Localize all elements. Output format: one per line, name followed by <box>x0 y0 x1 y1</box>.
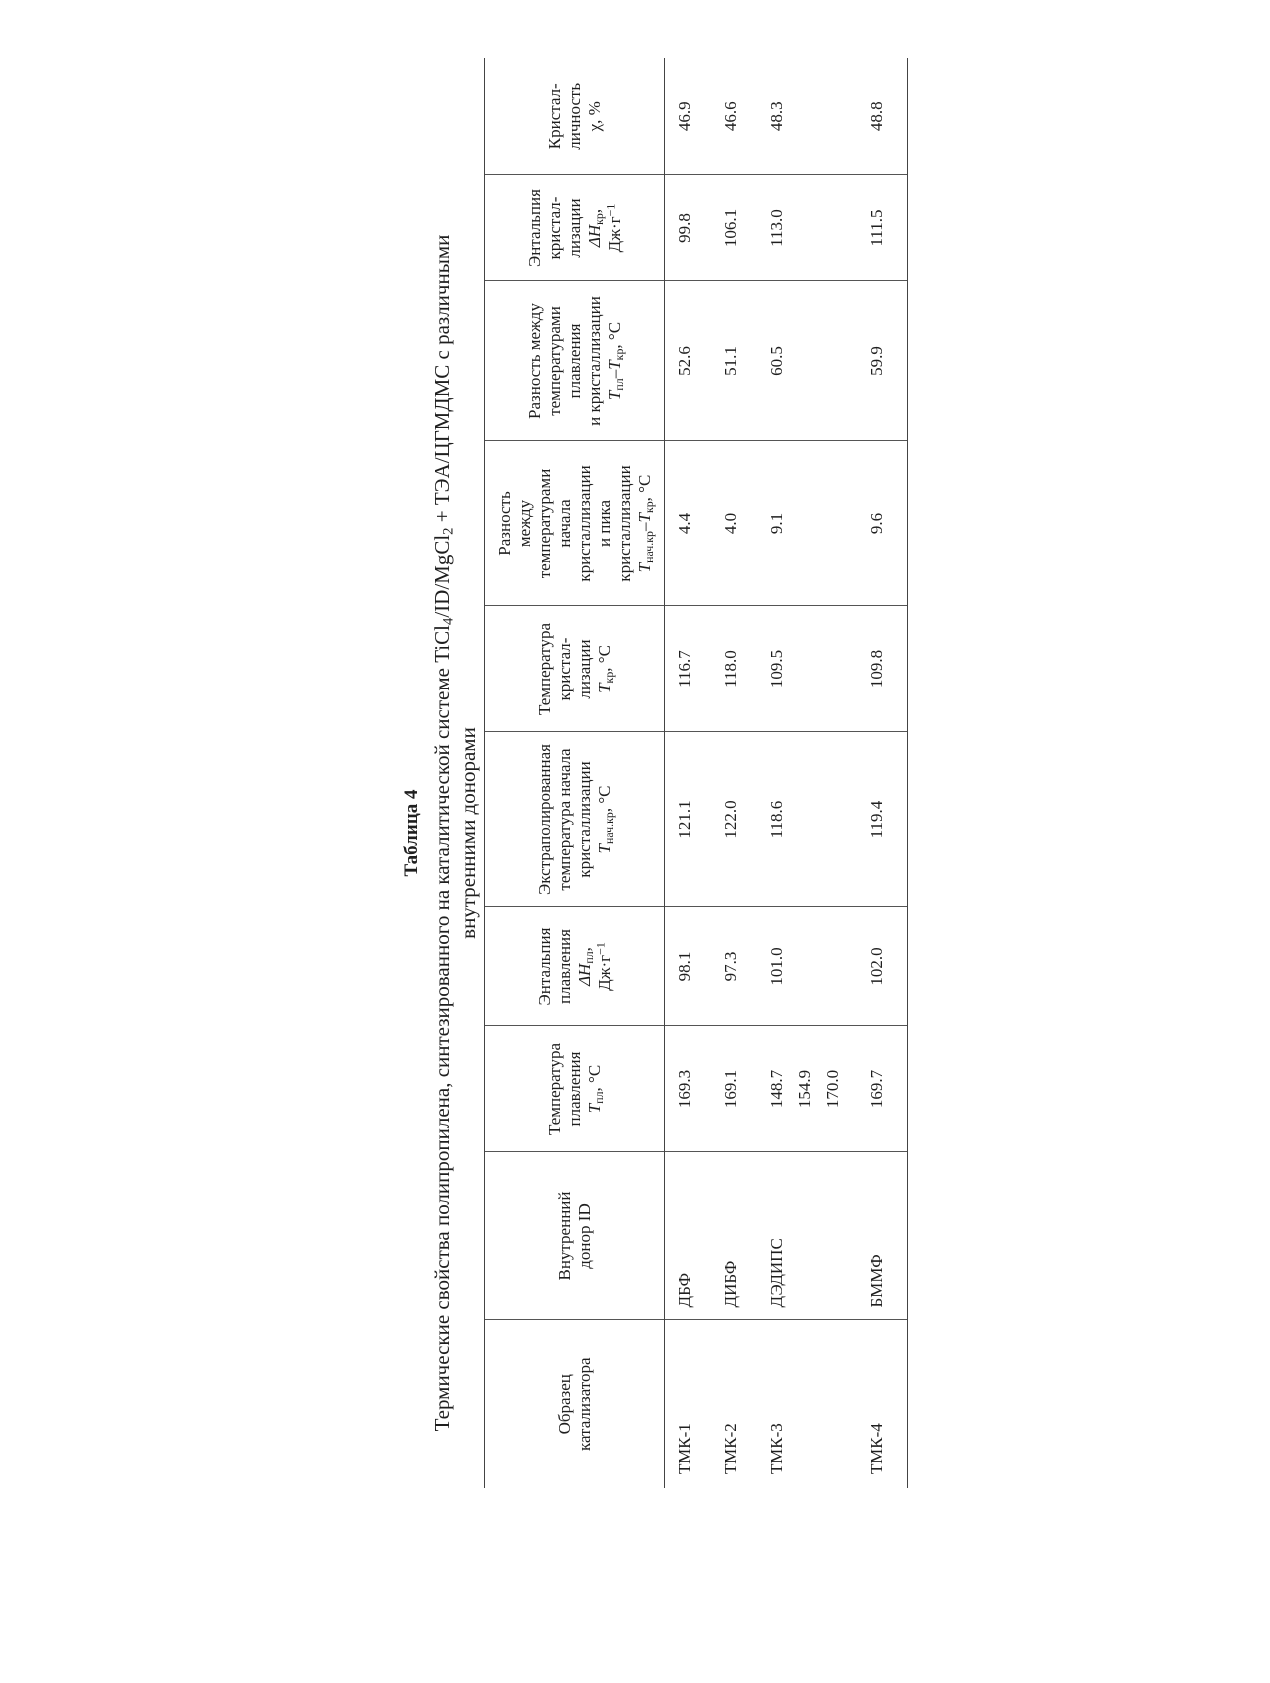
header-cryst-temp: Температура кристал- лизации $T_{кр}$, °С <box>485 606 665 732</box>
caption-text-3: + ТЭА/ЦГМДМС с различными <box>430 234 454 528</box>
header-cryst-enthalpy: Энтальпия кристал- лизации $\Delta H_{кр}$, $Дж\cdot г^{-1}$ <box>485 175 665 281</box>
table-row <box>711 58 757 1488</box>
cell-cryst-enthalpy: 106.1 <box>711 175 757 281</box>
cell-melting-temp: 169.3 <box>665 1026 712 1152</box>
cell-onset-cryst-temp: 118.6 <box>757 732 857 907</box>
table-row <box>665 58 712 1488</box>
cell-melting-temp <box>757 1026 857 1152</box>
cell-cryst-temp: 109.5 <box>757 606 857 732</box>
cell-melting-temp: 169.1 <box>711 1026 757 1152</box>
caption-sub-2: 2 <box>440 527 457 535</box>
cell-onset-cryst-temp: 121.1 <box>665 732 712 907</box>
table-row <box>757 58 857 1488</box>
caption-text-1: Термические свойства полипропилена, синтезированного на каталитической системе TiCl <box>430 625 454 1432</box>
cell-cryst-enthalpy: 113.0 <box>757 175 857 281</box>
thermal-properties-table <box>484 58 908 1488</box>
cell-onset-peak-diff: 4.4 <box>665 441 712 606</box>
cell-sample: ТМК-3 <box>767 1423 786 1474</box>
cell-melt-cryst-diff: 51.1 <box>711 281 757 441</box>
caption-text-4: внутренними донорами <box>456 727 480 939</box>
melting-peak-value: 170.0 <box>823 1069 842 1109</box>
header-row <box>485 58 665 1488</box>
header-melting-temp: Температура плавления $T_{пл}$, °С <box>485 1026 665 1152</box>
cell-cryst-temp: 118.0 <box>711 606 757 732</box>
caption-text-2: /ID/MgCl <box>430 534 454 618</box>
cell-sample: ТМК-4 <box>857 1320 908 1488</box>
cell-onset-cryst-temp: 122.0 <box>711 732 757 907</box>
header-melting-enthalpy: Энтальпия плавления $\Delta H_{пл}$, $Дж\cdot г^{-1}$ <box>485 907 665 1026</box>
cell-melt-cryst-diff: 59.9 <box>857 281 908 441</box>
cell-melting-enthalpy: 102.0 <box>857 907 908 1026</box>
melting-peak-value: 148.7 <box>767 1069 786 1109</box>
cell-cryst-enthalpy: 111.5 <box>857 175 908 281</box>
cell-donor: ДБФ <box>665 1152 712 1320</box>
cell-onset-peak-diff: 4.0 <box>711 441 757 606</box>
cell-donor: ДЭДИПС <box>757 1152 857 1320</box>
cell-onset-peak-diff: 9.6 <box>857 441 908 606</box>
table-caption <box>429 158 481 1508</box>
cell-cryst-enthalpy: 99.8 <box>665 175 712 281</box>
header-sample: Образец катализатора <box>485 1320 665 1488</box>
cell-cryst-temp: 116.7 <box>665 606 712 732</box>
cell-sample: ТМК-2 <box>721 1423 740 1474</box>
cell-onset-peak-diff: 9.1 <box>757 441 857 606</box>
cell-melting-enthalpy: 101.0 <box>757 907 857 1026</box>
header-onset-cryst-temp: Экстраполированная температура начала кристаллизации $T_{нач.кр}$, °С <box>485 732 665 907</box>
caption-sub-1: 4 <box>440 617 457 626</box>
cell-crystallinity: 48.8 <box>857 58 908 175</box>
cell-donor: БММФ <box>857 1152 908 1320</box>
header-onset-peak-diff: Разность между температурами начала кристаллизации и пика кристаллизации $T_{нач.кр}-T_{кр}$, °С <box>485 441 665 606</box>
header-crystallinity: Кристал- личность χ, % <box>485 58 665 175</box>
cell-donor: ДИБФ <box>711 1152 757 1320</box>
cell-melting-enthalpy: 98.1 <box>665 907 712 1026</box>
rotated-page <box>401 82 886 1508</box>
cell-melting-temp: 169.7 <box>857 1026 908 1152</box>
cell-crystallinity: 46.6 <box>711 58 757 175</box>
cell-cryst-temp: 109.8 <box>857 606 908 732</box>
cell-sample: ТМК-1 <box>675 1423 694 1474</box>
cell-melt-cryst-diff: 52.6 <box>665 281 712 441</box>
header-melt-cryst-diff: Разность между температурами плавления и кристаллизации $T_{пл}-T_{кр}$, °С <box>485 281 665 441</box>
table-row <box>857 58 908 1488</box>
cell-melting-enthalpy: 97.3 <box>711 907 757 1026</box>
melting-peak-value: 154.9 <box>795 1069 814 1109</box>
table-label: Таблица 4 <box>401 789 422 877</box>
cell-crystallinity: 48.3 <box>757 58 857 175</box>
cell-melt-cryst-diff: 60.5 <box>757 281 857 441</box>
header-donor: Внутренний донор ID <box>485 1152 665 1320</box>
cell-crystallinity: 46.9 <box>665 58 712 175</box>
cell-onset-cryst-temp: 119.4 <box>857 732 908 907</box>
